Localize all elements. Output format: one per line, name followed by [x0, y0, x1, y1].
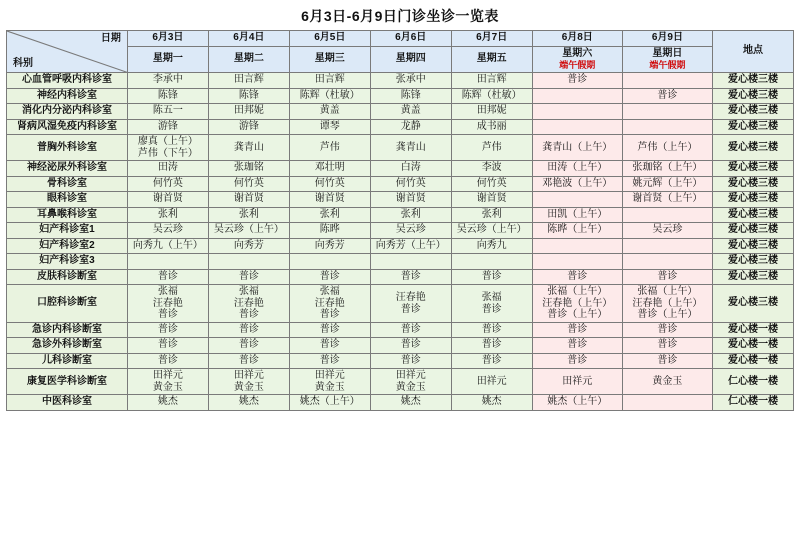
header-weekday-0	[127, 46, 208, 73]
schedule-cell: 普诊	[127, 322, 208, 338]
schedule-cell: 普诊	[532, 322, 622, 338]
schedule-cell: 普诊	[451, 353, 532, 369]
schedule-cell	[532, 104, 622, 120]
location-cell: 仁心楼一楼	[713, 369, 794, 395]
table-row	[7, 176, 794, 192]
weekday-label: 星期一	[152, 53, 183, 65]
schedule-cell: 陈晔	[289, 223, 370, 239]
schedule-cell: 陈辉（杜敏）	[289, 88, 370, 104]
table-row	[7, 254, 794, 270]
dept-name-cell: 神经泌尿外科诊室	[7, 161, 128, 177]
schedule-cell: 普诊	[370, 338, 451, 354]
header-date-6: 6月9日	[622, 31, 712, 47]
schedule-cell: 李承中	[127, 73, 208, 89]
schedule-cell-line: 张福	[238, 286, 259, 298]
schedule-cell: 陈锋	[370, 88, 451, 104]
schedule-cell-line: 黄金玉	[233, 381, 264, 393]
schedule-cell: 龚青山	[208, 135, 289, 161]
schedule-cell: 张珈铭	[208, 161, 289, 177]
schedule-cell	[622, 119, 712, 135]
location-cell: 爱心楼三楼	[713, 119, 794, 135]
schedule-cell: 姚元辉（上午）	[622, 176, 712, 192]
schedule-cell-line: 黄金玉	[152, 381, 183, 393]
table-row	[7, 104, 794, 120]
schedule-cell: 谢首贤	[370, 192, 451, 208]
header-weekday-4	[451, 46, 532, 73]
schedule-cell	[532, 88, 622, 104]
schedule-cell	[622, 254, 712, 270]
table-row	[7, 238, 794, 254]
schedule-cell: 邓艳波（上午）	[532, 176, 622, 192]
page-title: 6月3日-6月9日门诊坐诊一览表	[301, 8, 499, 24]
schedule-cell: 普诊	[532, 338, 622, 354]
schedule-cell: 吴云珍（上午）	[451, 223, 532, 239]
schedule-cell	[532, 238, 622, 254]
dept-name-cell: 妇产科诊室1	[7, 223, 128, 239]
schedule-cell: 陈辉（杜敏）	[451, 88, 532, 104]
schedule-cell: 白涛	[370, 161, 451, 177]
schedule-cell: 何竹英	[370, 176, 451, 192]
schedule-cell-line: 汪春艳	[314, 297, 345, 309]
table-row	[7, 161, 794, 177]
schedule-cell: 张利	[127, 207, 208, 223]
table-row	[7, 192, 794, 208]
header-date-4: 6月7日	[451, 31, 532, 47]
dept-name-cell: 急诊外科诊断室	[7, 338, 128, 354]
schedule-cell: 姚杰	[370, 395, 451, 411]
schedule-cell	[289, 369, 370, 395]
schedule-cell: 游锋	[127, 119, 208, 135]
dept-name-cell: 眼科诊室	[7, 192, 128, 208]
schedule-cell-line: 汪春艳（上午）	[542, 297, 613, 309]
schedule-cell: 田言辉	[451, 73, 532, 89]
schedule-cell: 黄金玉	[622, 369, 712, 395]
location-cell: 爱心楼三楼	[713, 254, 794, 270]
weekday-label: 星期四	[395, 53, 426, 65]
location-cell: 爱心楼三楼	[713, 223, 794, 239]
schedule-cell: 普诊	[127, 353, 208, 369]
schedule-cell	[127, 285, 208, 323]
location-cell: 爱心楼三楼	[713, 161, 794, 177]
header-row-dates	[7, 31, 794, 47]
schedule-cell: 普诊	[208, 269, 289, 285]
schedule-cell: 普诊	[370, 322, 451, 338]
schedule-cell	[370, 369, 451, 395]
dept-name-cell: 心血管呼吸内科诊室	[7, 73, 128, 89]
schedule-cell: 成书丽	[451, 119, 532, 135]
header-location: 地点	[713, 31, 794, 73]
weekday-label: 星期六	[562, 47, 593, 59]
header-weekday-5	[532, 46, 622, 73]
schedule-cell: 田言辉	[289, 73, 370, 89]
schedule-cell: 普诊	[451, 269, 532, 285]
schedule-cell-line: 张福（上午）	[547, 286, 608, 298]
schedule-cell: 何竹英	[289, 176, 370, 192]
schedule-cell: 谢首贤	[127, 192, 208, 208]
schedule-cell	[289, 285, 370, 323]
schedule-cell: 吴云珍（上午）	[208, 223, 289, 239]
schedule-cell: 普诊	[622, 322, 712, 338]
schedule-cell: 陈锋	[208, 88, 289, 104]
holiday-note: 端午假期	[559, 60, 596, 70]
schedule-cell: 何竹英	[208, 176, 289, 192]
schedule-cell: 张利	[370, 207, 451, 223]
location-cell: 爱心楼一楼	[713, 322, 794, 338]
schedule-cell: 张利	[289, 207, 370, 223]
schedule-cell: 田涛（上午）	[532, 161, 622, 177]
location-cell: 爱心楼一楼	[713, 353, 794, 369]
schedule-cell: 田祥元	[532, 369, 622, 395]
schedule-cell: 谭琴	[289, 119, 370, 135]
schedule-cell-line: 普诊	[400, 303, 421, 315]
header-date-5: 6月8日	[532, 31, 622, 47]
schedule-cell-line: 田祥元	[233, 370, 264, 382]
table-body	[7, 73, 794, 411]
schedule-cell-line: 普诊	[238, 309, 259, 321]
schedule-cell: 普诊	[451, 338, 532, 354]
schedule-cell: 向秀芳	[289, 238, 370, 254]
schedule-cell: 普诊	[289, 338, 370, 354]
location-cell: 仁心楼一楼	[713, 395, 794, 411]
table-row	[7, 135, 794, 161]
table-row	[7, 395, 794, 411]
schedule-cell-line: 田祥元	[152, 370, 183, 382]
schedule-cell: 张珈铭（上午）	[622, 161, 712, 177]
schedule-cell: 普诊	[532, 353, 622, 369]
schedule-cell-line: 芦伟（下午）	[137, 147, 198, 159]
location-cell: 爱心楼三楼	[713, 238, 794, 254]
table-row	[7, 207, 794, 223]
schedule-cell: 普诊	[622, 88, 712, 104]
schedule-cell: 普诊	[208, 353, 289, 369]
weekday-label: 星期日	[652, 47, 683, 59]
schedule-cell: 吴云珍	[622, 223, 712, 239]
schedule-cell: 陈五一	[127, 104, 208, 120]
schedule-cell: 向秀芳	[208, 238, 289, 254]
schedule-cell: 谢首贤	[451, 192, 532, 208]
schedule-cell-line: 汪春艳（上午）	[632, 297, 703, 309]
schedule-cell: 谢首贤（上午）	[622, 192, 712, 208]
schedule-cell	[532, 254, 622, 270]
schedule-cell	[370, 285, 451, 323]
corner-date-label: 日期	[100, 33, 121, 44]
schedule-cell	[289, 254, 370, 270]
weekday-label: 星期三	[314, 53, 345, 65]
schedule-cell: 普诊	[289, 269, 370, 285]
schedule-cell: 龚青山	[370, 135, 451, 161]
schedule-cell	[208, 369, 289, 395]
schedule-cell: 普诊	[208, 322, 289, 338]
schedule-cell-line: 普诊	[319, 309, 340, 321]
schedule-cell-line: 普诊（上午）	[637, 309, 698, 321]
schedule-cell: 谢首贤	[289, 192, 370, 208]
schedule-cell: 向秀九（上午）	[127, 238, 208, 254]
schedule-cell	[532, 285, 622, 323]
dept-name-cell: 儿科诊断室	[7, 353, 128, 369]
schedule-cell: 姚杰	[127, 395, 208, 411]
table-row	[7, 73, 794, 89]
location-cell: 爱心楼三楼	[713, 285, 794, 323]
schedule-cell: 普诊	[451, 322, 532, 338]
schedule-cell: 张利	[451, 207, 532, 223]
schedule-cell: 吴云珍	[370, 223, 451, 239]
dept-name-cell: 妇产科诊室3	[7, 254, 128, 270]
schedule-cell-line: 张福（上午）	[637, 286, 698, 298]
schedule-cell: 谢首贤	[208, 192, 289, 208]
table-row	[7, 269, 794, 285]
schedule-cell: 向秀芳（上午）	[370, 238, 451, 254]
schedule-cell: 田邦妮	[208, 104, 289, 120]
schedule-cell	[127, 254, 208, 270]
schedule-cell: 普诊	[622, 353, 712, 369]
table-row	[7, 88, 794, 104]
schedule-cell: 邓壮明	[289, 161, 370, 177]
schedule-cell: 姚杰	[451, 395, 532, 411]
schedule-cell	[622, 395, 712, 411]
location-cell: 爱心楼三楼	[713, 192, 794, 208]
schedule-cell: 吴云珍	[127, 223, 208, 239]
schedule-cell: 李波	[451, 161, 532, 177]
schedule-cell: 张利	[208, 207, 289, 223]
weekday-label: 星期五	[476, 53, 507, 65]
schedule-cell	[622, 238, 712, 254]
schedule-cell: 普诊	[622, 338, 712, 354]
schedule-cell: 姚杰（上午）	[289, 395, 370, 411]
schedule-cell	[208, 285, 289, 323]
schedule-cell-line: 汪春艳	[152, 297, 183, 309]
location-cell: 爱心楼三楼	[713, 73, 794, 89]
schedule-cell: 龚青山（上午）	[532, 135, 622, 161]
schedule-cell-line: 黄金玉	[314, 381, 345, 393]
location-cell: 爱心楼一楼	[713, 338, 794, 354]
schedule-cell: 普诊	[127, 338, 208, 354]
dept-name-cell: 消化内分泌内科诊室	[7, 104, 128, 120]
schedule-cell	[622, 207, 712, 223]
schedule-cell: 张承中	[370, 73, 451, 89]
dept-name-cell: 急诊内科诊断室	[7, 322, 128, 338]
schedule-cell-line: 张福	[319, 286, 340, 298]
schedule-cell: 普诊	[622, 269, 712, 285]
dept-name-cell: 神经内科诊室	[7, 88, 128, 104]
schedule-cell: 芦伟（上午）	[622, 135, 712, 161]
weekday-label: 星期二	[233, 53, 264, 65]
schedule-cell-line: 普诊	[157, 309, 178, 321]
schedule-cell-line: 田祥元	[314, 370, 345, 382]
dept-name-cell: 肾病风湿免疫内科诊室	[7, 119, 128, 135]
schedule-cell: 普诊	[370, 353, 451, 369]
table-row	[7, 322, 794, 338]
schedule-cell: 普诊	[127, 269, 208, 285]
schedule-cell	[532, 119, 622, 135]
schedule-cell: 陈晔（上午）	[532, 223, 622, 239]
dept-name-cell: 中医科诊室	[7, 395, 128, 411]
schedule-cell: 普诊	[208, 338, 289, 354]
header-date-1: 6月4日	[208, 31, 289, 47]
dept-name-cell: 康复医学科诊断室	[7, 369, 128, 395]
header-weekday-1	[208, 46, 289, 73]
header-date-2: 6月5日	[289, 31, 370, 47]
schedule-cell: 游锋	[208, 119, 289, 135]
schedule-cell: 何竹英	[127, 176, 208, 192]
schedule-cell	[370, 254, 451, 270]
header-weekday-2	[289, 46, 370, 73]
table-row	[7, 223, 794, 239]
location-cell: 爱心楼三楼	[713, 135, 794, 161]
location-cell: 爱心楼三楼	[713, 88, 794, 104]
schedule-cell: 姚杰	[208, 395, 289, 411]
schedule-cell: 田邦妮	[451, 104, 532, 120]
schedule-cell: 黄盖	[289, 104, 370, 120]
schedule-cell: 芦伟	[451, 135, 532, 161]
schedule-cell: 普诊	[289, 322, 370, 338]
schedule-cell	[451, 285, 532, 323]
holiday-note: 端午假期	[649, 60, 686, 70]
schedule-cell: 芦伟	[289, 135, 370, 161]
dept-name-cell: 耳鼻喉科诊室	[7, 207, 128, 223]
dept-name-cell: 骨科诊室	[7, 176, 128, 192]
schedule-cell-line: 张福	[157, 286, 178, 298]
schedule-cell-line: 田祥元	[395, 370, 426, 382]
schedule-cell	[622, 104, 712, 120]
schedule-cell	[127, 369, 208, 395]
dept-name-cell: 妇产科诊室2	[7, 238, 128, 254]
table-row	[7, 338, 794, 354]
schedule-cell-line: 汪春艳	[233, 297, 264, 309]
dept-name-cell: 普胸外科诊室	[7, 135, 128, 161]
schedule-cell-line: 张福	[481, 292, 502, 303]
table-row	[7, 285, 794, 323]
header-weekday-3	[370, 46, 451, 73]
dept-name-cell: 口腔科诊断室	[7, 285, 128, 323]
schedule-cell: 田言辉	[208, 73, 289, 89]
schedule-cell-line: 廖真（上午）	[137, 136, 198, 148]
location-cell: 爱心楼三楼	[713, 104, 794, 120]
schedule-cell	[622, 73, 712, 89]
table-header	[7, 31, 794, 73]
schedule-cell-line: 汪春艳	[395, 292, 426, 303]
schedule-cell: 向秀九	[451, 238, 532, 254]
schedule-cell	[451, 254, 532, 270]
header-date-3: 6月6日	[370, 31, 451, 47]
schedule-cell-line: 普诊（上午）	[547, 309, 608, 321]
schedule-cell	[127, 135, 208, 161]
schedule-cell: 普诊	[532, 269, 622, 285]
schedule-cell: 田涛	[127, 161, 208, 177]
schedule-cell	[622, 285, 712, 323]
schedule-cell: 黄盖	[370, 104, 451, 120]
location-cell: 爱心楼三楼	[713, 269, 794, 285]
table-row	[7, 353, 794, 369]
location-cell: 爱心楼三楼	[713, 207, 794, 223]
table-row	[7, 369, 794, 395]
dept-name-cell: 皮肤科诊断室	[7, 269, 128, 285]
schedule-cell: 何竹英	[451, 176, 532, 192]
schedule-cell: 田凯（上午）	[532, 207, 622, 223]
schedule-cell: 普诊	[370, 269, 451, 285]
header-weekday-6	[622, 46, 712, 73]
schedule-cell: 龙静	[370, 119, 451, 135]
corner-dept-label: 科别	[13, 57, 33, 69]
schedule-cell: 姚杰（上午）	[532, 395, 622, 411]
schedule-cell	[208, 254, 289, 270]
schedule-table	[6, 30, 794, 411]
corner-cell	[7, 31, 128, 73]
schedule-cell: 陈锋	[127, 88, 208, 104]
schedule-cell: 普诊	[532, 73, 622, 89]
schedule-cell	[532, 192, 622, 208]
table-row	[7, 119, 794, 135]
header-date-0: 6月3日	[127, 31, 208, 47]
location-cell: 爱心楼三楼	[713, 176, 794, 192]
schedule-cell-line: 黄金玉	[395, 381, 426, 393]
schedule-cell: 普诊	[289, 353, 370, 369]
schedule-cell-line: 普诊	[481, 303, 502, 315]
schedule-cell: 田祥元	[451, 369, 532, 395]
